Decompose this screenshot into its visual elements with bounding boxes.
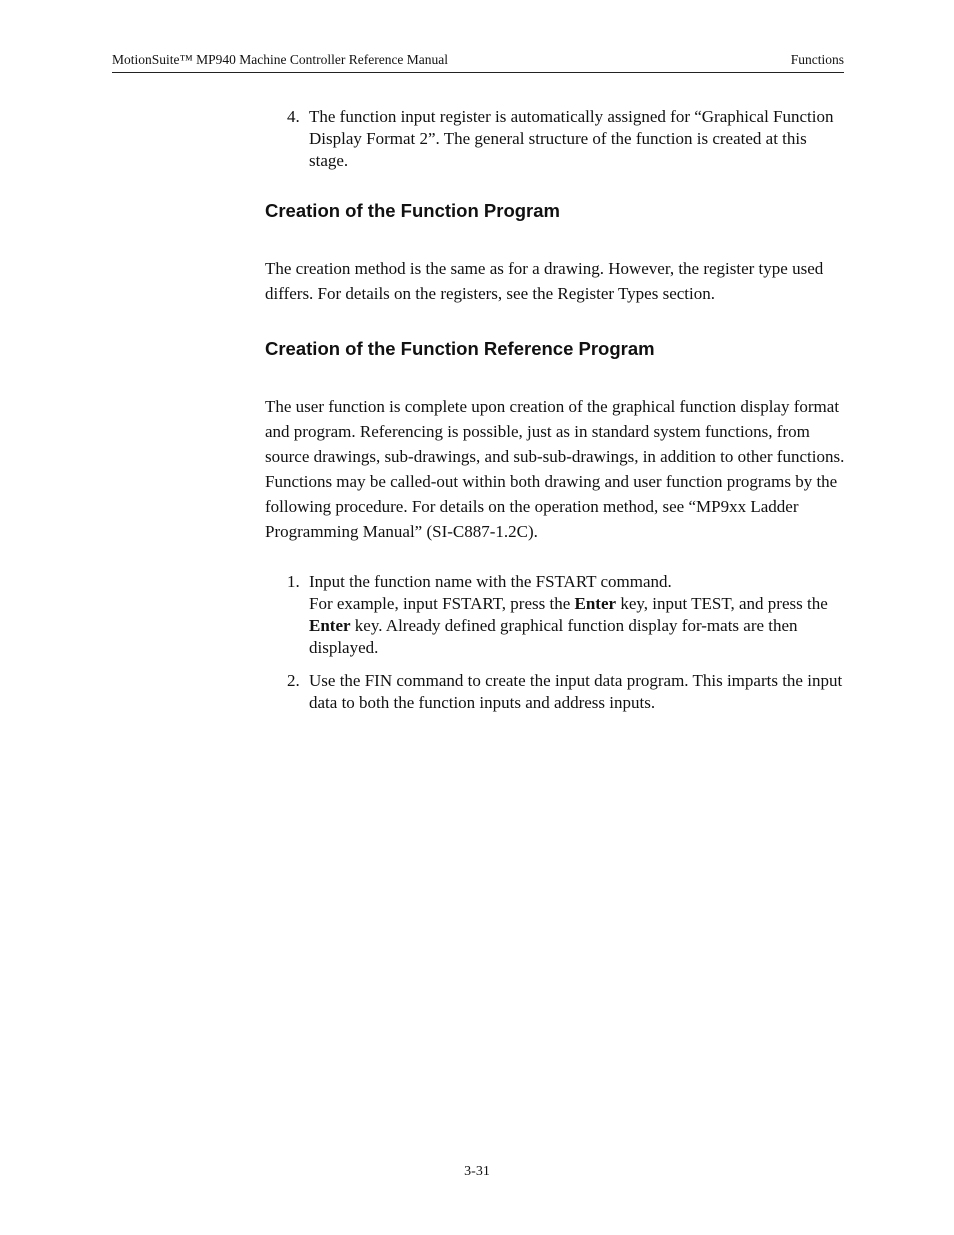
chapter-title: Functions [790, 52, 844, 67]
detail-text: For example, input FSTART, press the [309, 594, 575, 613]
list-number: 4. [287, 107, 300, 126]
list-item-1 [265, 571, 845, 659]
list-item-text-detail [309, 593, 845, 659]
list-number: 1. [287, 572, 300, 591]
list-item-4 [265, 106, 845, 172]
detail-text: key, input TEST, and press the [616, 594, 828, 613]
list-item-2 [265, 670, 845, 714]
manual-title: MotionSuite™ MP940 Machine Controller Reference Manual [112, 52, 449, 67]
page-number: 3-31 [464, 1164, 490, 1179]
section-heading-function-program: Creation of the Function Program [265, 200, 560, 221]
page-header [112, 52, 844, 73]
enter-key-label: Enter [574, 594, 617, 613]
page-content [265, 106, 845, 714]
list-item-text: The function input register is automatically assigned for “Graphical Function Display Format 2”. The general structure of the function is created at this stage. [309, 107, 834, 170]
section-body-function-reference-program: The user function is complete upon creation of the graphical function display format and program. Referencing is possible, just as in standard system functions, from source drawings, sub-drawings, and sub-sub-drawings, in addition to other functions. Functions may be called-out within both drawing and user function programs by the following procedure. For details on the operation method, see “MP9xx Ladder Programming Manual” (SI-C887-1.2C). [265, 397, 845, 541]
list-item-text-line1: Input the function name with the FSTART command. [309, 572, 672, 591]
section-heading-function-reference-program: Creation of the Function Reference Program [265, 338, 655, 359]
list-item-text: Use the FIN command to create the input data program. This imparts the input data to both the function inputs and address inputs. [309, 671, 843, 712]
section-body-function-program: The creation method is the same as for a drawing. However, the register type used differs. For details on the registers, see the Register Types section. [265, 259, 824, 303]
list-number: 2. [287, 671, 300, 690]
enter-key-label: Enter [309, 616, 351, 635]
detail-text: key. Already defined graphical function display for-mats are then displayed. [309, 616, 798, 657]
